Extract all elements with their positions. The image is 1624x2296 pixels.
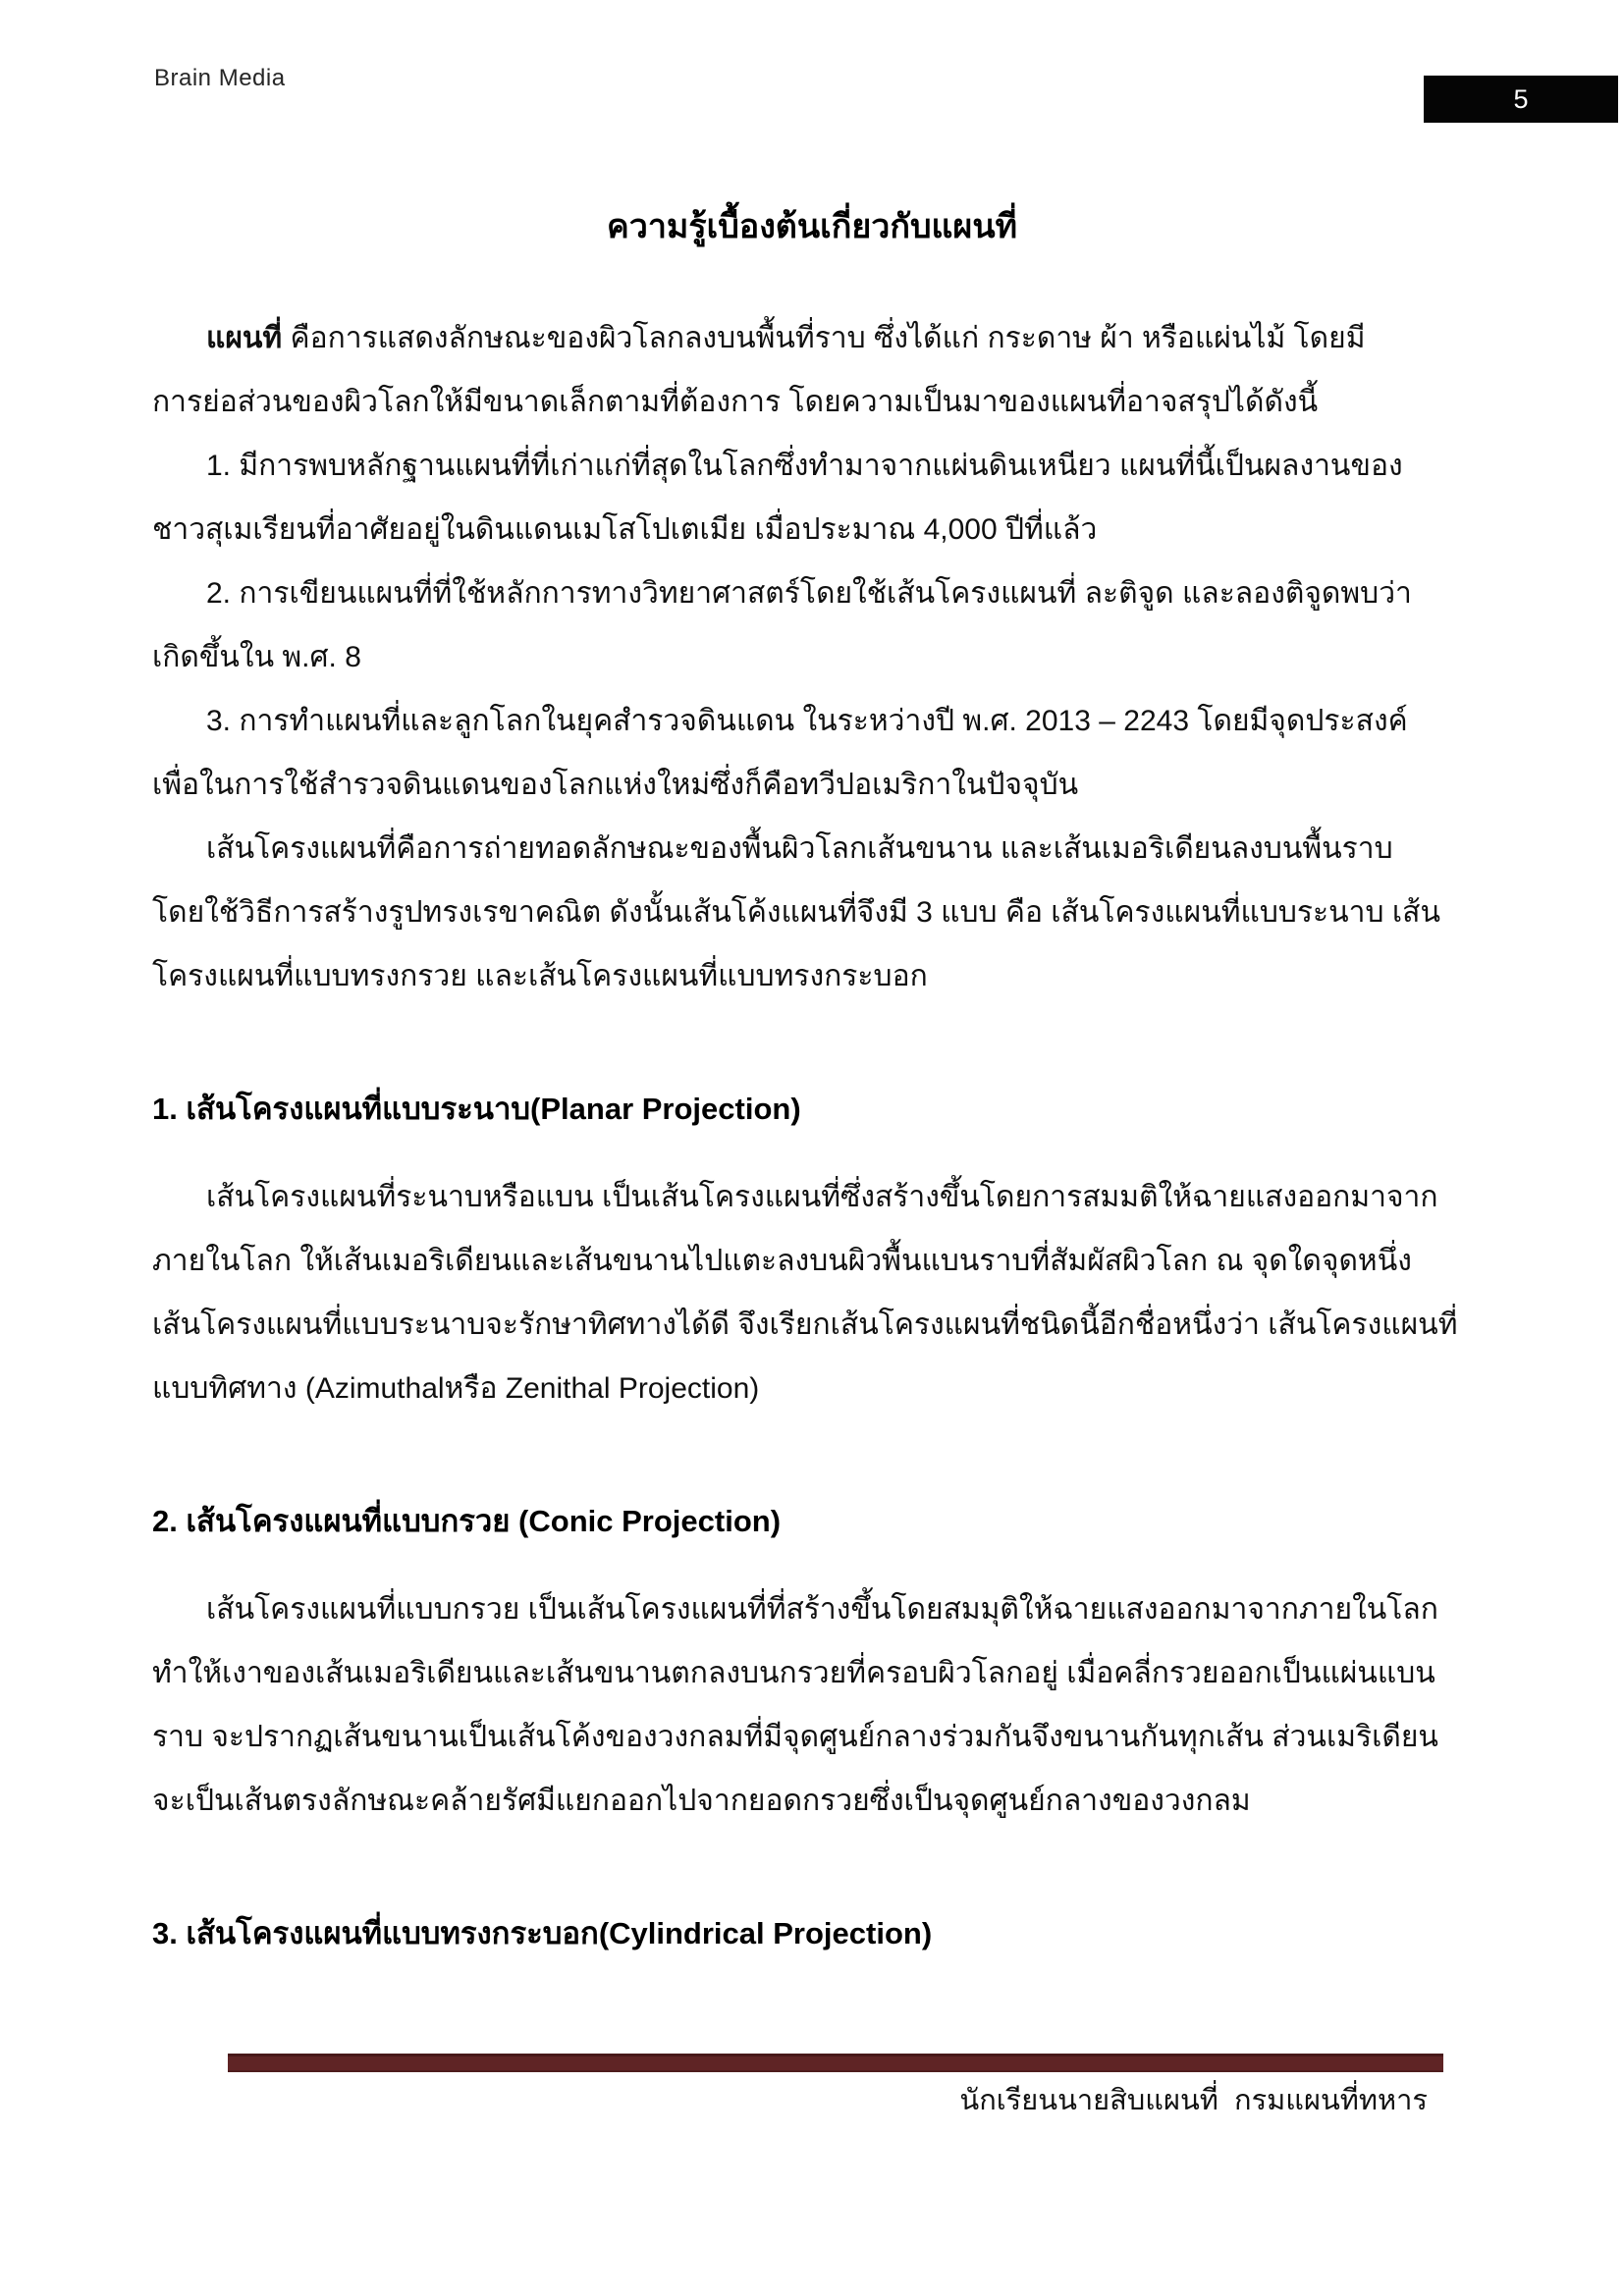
intro-lead-bold: แผนที่ [206,322,283,354]
section-1-line-4: แบบทิศทาง (Azimuthalหรือ Zenithal Projection) [152,1372,760,1405]
history-item-1-line-1: 1. มีการพบหลักฐานแผนที่ที่เก่าแก่ที่สุดในโลกซึ่งทำมาจากแผ่นดินเหนียว แผนที่นี้เป็นผลงานของ [206,450,1403,482]
projection-intro-line-2: โดยใช้วิธีการสร้างรูปทรงเรขาคณิต ดังนั้นเส้นโค้งแผนที่จึงมี 3 แบบ คือ เส้นโครงแผนที่แบบระนาบ เส้น [152,896,1440,929]
history-item-2-line-1: 2. การเขียนแผนที่ที่ใช้หลักการทางวิทยาศาสตร์โดยใช้เส้นโครงแผนที่ ละติจูด และลองติจูดพบว่า [206,577,1412,610]
history-item-3-line-1: 3. การทำแผนที่และลูกโลกในยุคสำรวจดินแดน ในระหว่างปี พ.ศ. 2013 – 2243 โดยมีจุดประสงค์ [206,705,1408,737]
footer-divider-bar [228,2054,1443,2072]
section-1-line-1: เส้นโครงแผนที่ระนาบหรือแบน เป็นเส้นโครงแผนที่ซึ่งสร้างขึ้นโดยการสมมติให้ฉายแสงออกมาจาก [206,1181,1438,1213]
section-1-line-3: เส้นโครงแผนที่แบบระนาบจะรักษาทิศทางได้ดี จึงเรียกเส้นโครงแผนที่ชนิดนี้อีกชื่อหนึ่งว่า เส้นโครงแผนที่ [152,1308,1458,1341]
document-body [152,306,1473,1990]
page-number-badge [1424,76,1618,123]
section-3-heading: 3. เส้นโครงแผนที่แบบทรงกระบอก(Cylindrical Projection) [152,1916,933,1950]
history-item-2-line-2: เกิดขึ้นใน พ.ศ. 8 [152,641,361,673]
section-2-heading: 2. เส้นโครงแผนที่แบบกรวย (Conic Projection) [152,1504,782,1538]
section-2-line-2: ทำให้เงาของเส้นเมอริเดียนและเส้นขนานตกลงบนกรวยที่ครอบผิวโลกอยู่ เมื่อคลี่กรวยออกเป็นแผ่นแบน [152,1657,1435,1689]
section-2-line-3: ราบ จะปรากฏเส้นขนานเป็นเส้นโค้งของวงกลมที่มีจุดศูนย์กลางร่วมกันจึงขนานกันทุกเส้น ส่วนเมริเดียน [152,1721,1438,1753]
history-item-3-line-2: เพื่อในการใช้สำรวจดินแดนของโลกแห่งใหม่ซึ่งก็คือทวีปอเมริกาในปัจจุบัน [152,769,1079,801]
page-title: ความรู้เบื้องต้นเกี่ยวกับแผนที่ [606,208,1018,245]
section-1-line-2: ภายในโลก ให้เส้นเมอริเดียนและเส้นขนานไปแตะลงบนผิวพื้นแบนราบที่สัมผัสผิวโลก ณ จุดใดจุดหนึ่ง [152,1245,1412,1277]
intro-line-1 [152,306,1473,370]
footer-credit: นักเรียนนายสิบแผนที่ กรมแผนที่ทหาร [959,2085,1428,2116]
history-item-1-line-2: ชาวสุเมเรียนที่อาศัยอยู่ในดินแดนเมโสโปเตเมีย เมื่อประมาณ 4,000 ปีที่แล้ว [152,513,1098,546]
section-2-line-4: จะเป็นเส้นตรงลักษณะคล้ายรัศมีแยกออกไปจากยอดกรวยซึ่งเป็นจุดศูนย์กลางของวงกลม [152,1785,1251,1817]
header-brand: Brain Media [154,65,286,91]
projection-intro-line-1: เส้นโครงแผนที่คือการถ่ายทอดลักษณะของพื้นผิวโลกเส้นขนาน และเส้นเมอริเดียนลงบนพื้นราบ [206,832,1393,865]
projection-intro-line-3: โครงแผนที่แบบทรงกรวย และเส้นโครงแผนที่แบบทรงกระบอก [152,960,928,992]
intro-line-1-rest: คือการแสดงลักษณะของผิวโลกลงบนพื้นที่ราบ ซึ่งได้แก่ กระดาษ ผ้า หรือแผ่นไม้ โดยมี [282,322,1366,354]
section-2-line-1: เส้นโครงแผนที่แบบกรวย เป็นเส้นโครงแผนที่ที่สร้างขึ้นโดยสมมุติให้ฉายแสงออกมาจากภายในโลก [206,1593,1438,1626]
page-number: 5 [1513,83,1529,114]
section-1-heading: 1. เส้นโครงแผนที่แบบระนาบ(Planar Projection) [152,1092,801,1126]
intro-line-2: การย่อส่วนของผิวโลกให้มีขนาดเล็กตามที่ต้องการ โดยความเป็นมาของแผนที่อาจสรุปได้ดังนี้ [152,386,1319,418]
